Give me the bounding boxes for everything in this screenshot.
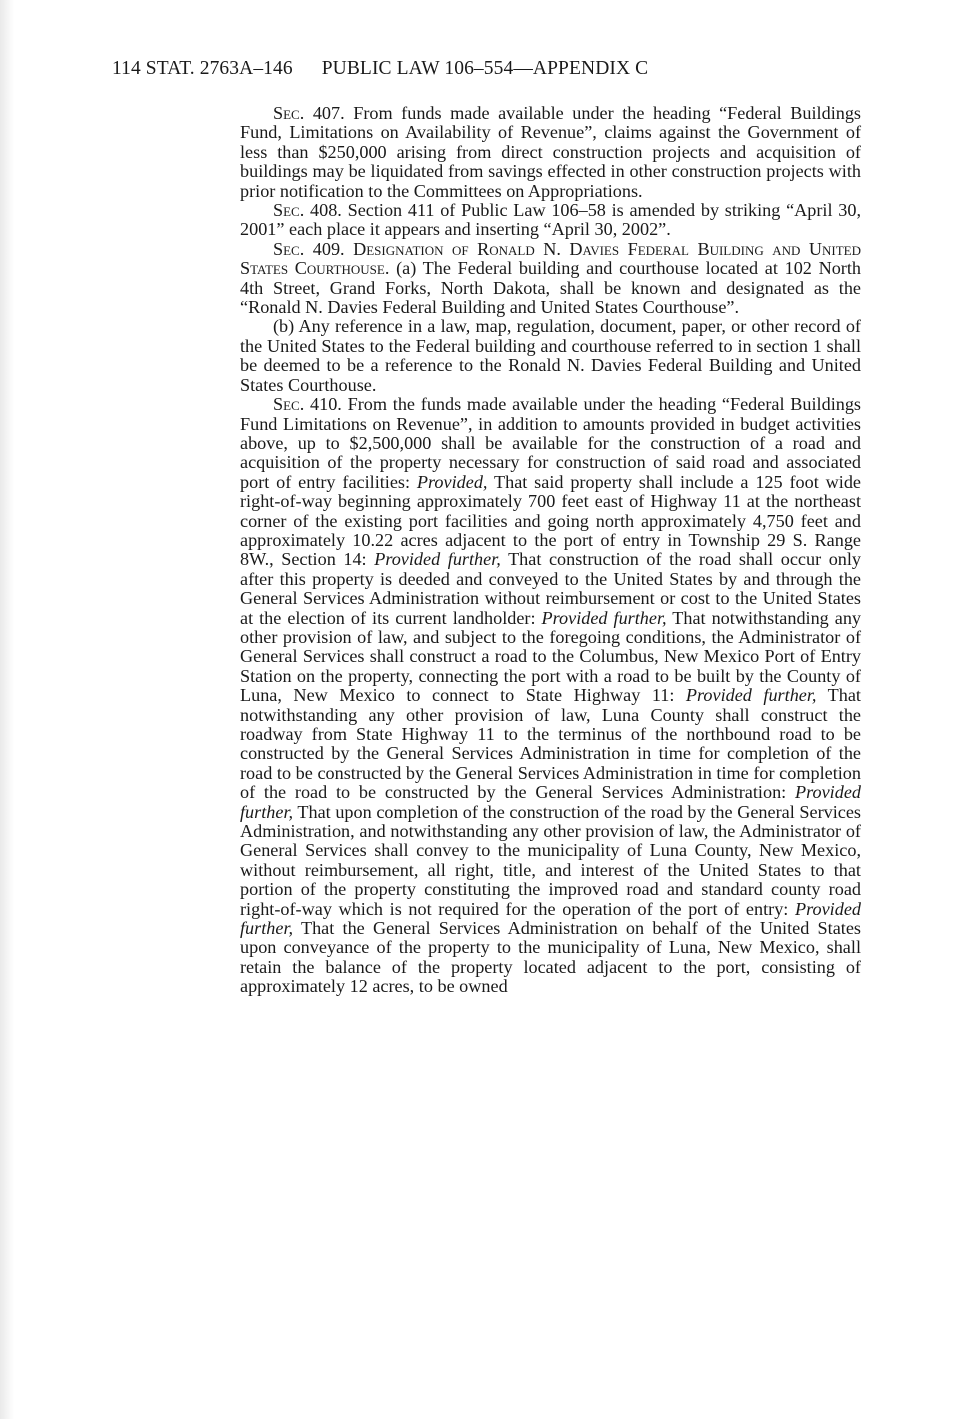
section-410 (240, 395, 861, 997)
section-text: (b) Any reference in a law, map, regulation, document, paper, or other record of the United States to the Federal building and courthouse referred to in section 1 shall be deemed to be a reference to the Ronald N. Davies Federal Building and United States Courthouse. (240, 316, 861, 395)
section-text: From the funds made available under the heading “Federal Buildings Fund Limitations on Revenue”, in addition to amounts provided in budget activities above, up to $2,500,000 shall be available for the construction of a road and acquisition of the property necessary for construction of said road and associated port of entry facilities: (240, 394, 862, 492)
section-text: That notwithstanding any other provision of law, Luna County shall construct the roadway from State Highway 11 to the terminus of the northbound road to be constructed by the General Services Administration in time for completion of the road to be constructed by the General Services Administration in time for completion of the road to be constructed by the General Services Administration: (240, 685, 861, 803)
proviso: Provided further, (240, 898, 861, 939)
section-text: That said property shall include a 125 foot wide right-of-way beginning approximately 700 feet east of Highway 11 at the northeast corner of the existing port facilities and going north approximately 4,750 feet and approximately 10.22 acres adjacent to the port of entry in Township 29 S. Range 8W., Section 14: (240, 471, 861, 570)
section-409-b (240, 317, 861, 395)
proviso: Provided further, (541, 607, 667, 628)
section-text: That construction of the road shall occur only after this property is deeded and conveyed to the United States by and through the General Services Administration without reimbursement or cost to the United States at the election of its current landholder: (240, 549, 862, 628)
body-text (240, 104, 861, 997)
section-text: Section 411 of Public Law 106–58 is amended by striking “April 30, 2001” each place it appears and inserting “April 30, 2002”. (240, 200, 861, 240)
proviso: Provided further, (240, 782, 861, 822)
running-head (112, 58, 648, 80)
section-text: That upon completion of the construction of the road by the General Services Administration, and notwithstanding any other provision of law, the Administrator of General Services shall convey to the municipality of Luna County, New Mexico, without reimbursement, all right, title, and interest of the United States to that portion of the property constituting the improved road and standard county road right-of-way which is not required for the operation of the port of entry: (240, 801, 862, 919)
section-text: That the General Services Administration on behalf of the United States upon conveyance of the property to the municipality of Luna, New Mexico, shall retain the balance of the property located adjacent to the port, consisting of approximately 12 acres, to be owned (240, 918, 861, 997)
section-label: Sec. 408. (273, 200, 342, 221)
section-label: Sec. 409. (273, 238, 345, 259)
section-407 (240, 104, 861, 201)
section-408 (240, 201, 861, 240)
law-title: PUBLIC LAW 106–554—APPENDIX C (321, 58, 649, 79)
section-label: Sec. 407. (273, 103, 345, 123)
section-text: That notwithstanding any other provision of law, and subject to the foregoing conditions, the Administrator of General Services shall construct a road to the Columbus, New Mexico Port of Entry Station on the property, connecting the port with a road to be built by the County of Luna, New Mexico to connect to State Highway 11: (240, 607, 862, 706)
section-text: From funds made available under the heading “Federal Buildings Fund, Limitations on Availability of Revenue”, claims against the Government of less than $250,000 arising from direct construction projects and acquisition of buildings may be liquidated from savings effected in other construction projects with prior notification to the Committees on Appropriations. (240, 103, 862, 201)
page-edge-shadow (0, 0, 14, 1419)
proviso: Provided, (416, 471, 488, 492)
proviso: Provided further, (685, 685, 817, 706)
proviso: Provided further, (374, 549, 501, 570)
statute-citation: 114 STAT. 2763A–146 (112, 58, 293, 79)
section-409 (240, 240, 861, 318)
section-heading: Designation of Ronald N. Davies Federal Building and United States Courthouse. (240, 238, 861, 279)
section-label: Sec. 410. (273, 394, 342, 415)
section-text: (a) The Federal building and courthouse located at 102 North 4th Street, Grand Forks, North Dakota, shall be known and designated as the “Ronald N. Davies Federal Building and United States Courthouse”. (240, 258, 862, 318)
